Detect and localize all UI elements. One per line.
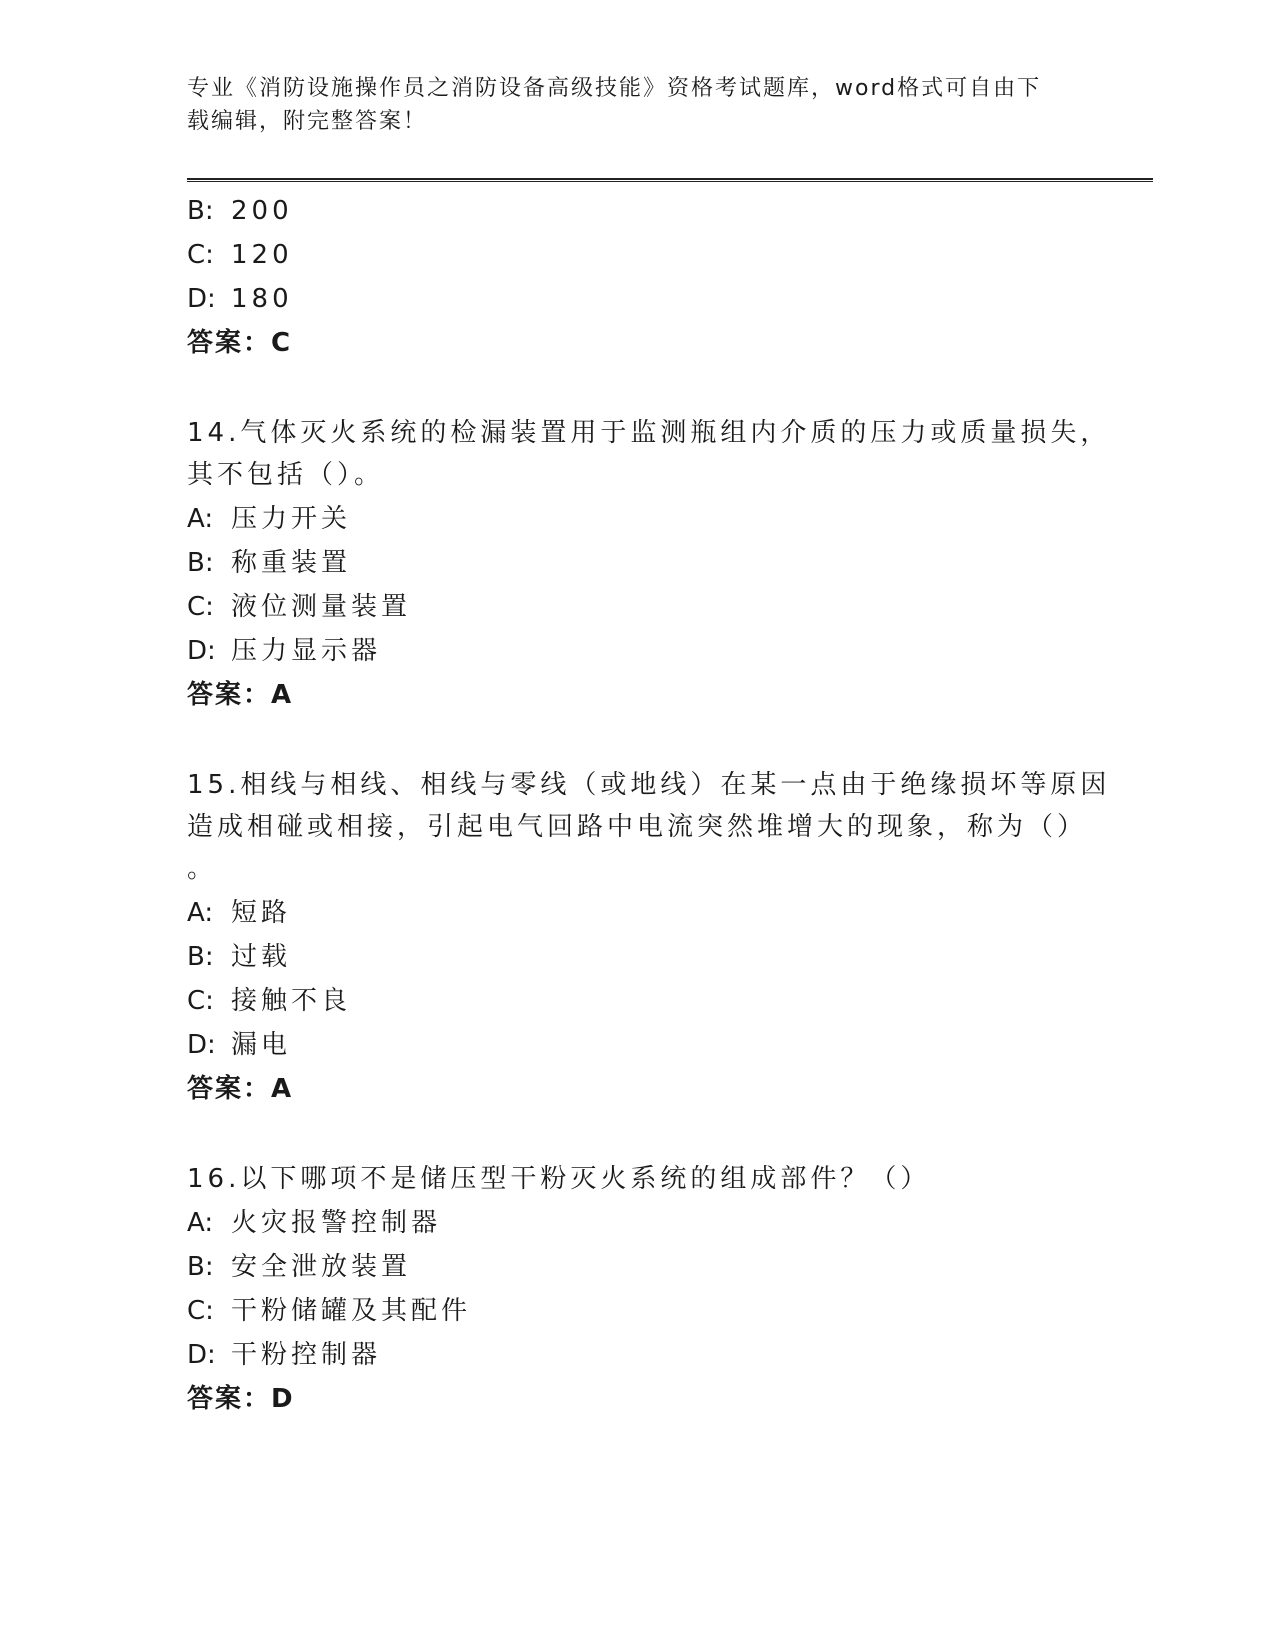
option-text: 接触不良 (231, 986, 352, 1016)
q13-answer: 答案：C (187, 328, 293, 358)
header-divider (187, 178, 1153, 182)
header-line-2: 载编辑，附完整答案！ (187, 109, 428, 134)
option-text: 漏电 (231, 1030, 292, 1060)
option-label: C: (187, 240, 214, 270)
option-text: 过载 (231, 942, 292, 972)
q15-option-d (187, 1030, 291, 1060)
option-label: C: (187, 1296, 214, 1326)
page-header (187, 72, 1087, 138)
option-label: A: (187, 1208, 214, 1238)
q15-answer: 答案：A (187, 1074, 294, 1104)
q16-answer: 答案：D (187, 1384, 295, 1414)
header-line-1: 专业《消防设施操作员之消防设备高级技能》资格考试题库，word格式可自由下 (187, 76, 1042, 101)
q15-stem-line-1: 15.相线与相线、相线与零线（或地线）在某一点由于绝缘损坏等原因 (187, 770, 1111, 800)
option-label: B: (187, 196, 214, 226)
option-text: 180 (231, 284, 293, 314)
q14-option-c (187, 592, 411, 622)
option-label: D: (187, 1030, 216, 1060)
q14-option-d (187, 636, 381, 666)
option-text: 干粉储罐及其配件 (231, 1296, 472, 1326)
q16-stem-line-1: 16.以下哪项不是储压型干粉灭火系统的组成部件？（） (187, 1164, 931, 1194)
q16-option-b (187, 1252, 411, 1282)
option-text: 液位测量装置 (231, 592, 412, 622)
q14-option-b (187, 548, 351, 578)
option-text: 称重装置 (231, 548, 352, 578)
q15-option-b (187, 942, 291, 972)
option-label: D: (187, 636, 216, 666)
option-text: 120 (231, 240, 293, 270)
option-label: A: (187, 898, 214, 928)
option-label: D: (187, 1340, 216, 1370)
q16-option-c (187, 1296, 471, 1326)
option-label: B: (187, 1252, 214, 1282)
q14-answer: 答案：A (187, 680, 294, 710)
q13-option-b (187, 196, 293, 226)
option-label: A: (187, 504, 214, 534)
option-text: 短路 (231, 898, 292, 928)
option-text: 压力显示器 (231, 636, 382, 666)
q15-option-c (187, 986, 351, 1016)
q14-stem-line-2: 其不包括（）。 (187, 460, 385, 490)
q16-option-d (187, 1340, 381, 1370)
q14-stem-line-1: 14.气体灭火系统的检漏装置用于监测瓶组内介质的压力或质量损失， (187, 418, 1111, 448)
q13-option-c (187, 240, 293, 270)
q15-option-a (187, 898, 291, 928)
q16-option-a (187, 1208, 441, 1238)
q15-stem-line-3: 。 (187, 854, 218, 884)
option-label: D: (187, 284, 216, 314)
option-text: 安全泄放装置 (231, 1252, 412, 1282)
option-label: C: (187, 986, 214, 1016)
q15-stem-line-2: 造成相碰或相接，引起电气回路中电流突然堆增大的现象，称为（） (187, 812, 1088, 842)
option-label: B: (187, 942, 214, 972)
q14-option-a (187, 504, 351, 534)
option-text: 火灾报警控制器 (231, 1208, 442, 1238)
option-text: 200 (231, 196, 293, 226)
option-text: 干粉控制器 (231, 1340, 382, 1370)
option-label: C: (187, 592, 214, 622)
q13-option-d (187, 284, 293, 314)
option-text: 压力开关 (231, 504, 352, 534)
option-label: B: (187, 548, 214, 578)
